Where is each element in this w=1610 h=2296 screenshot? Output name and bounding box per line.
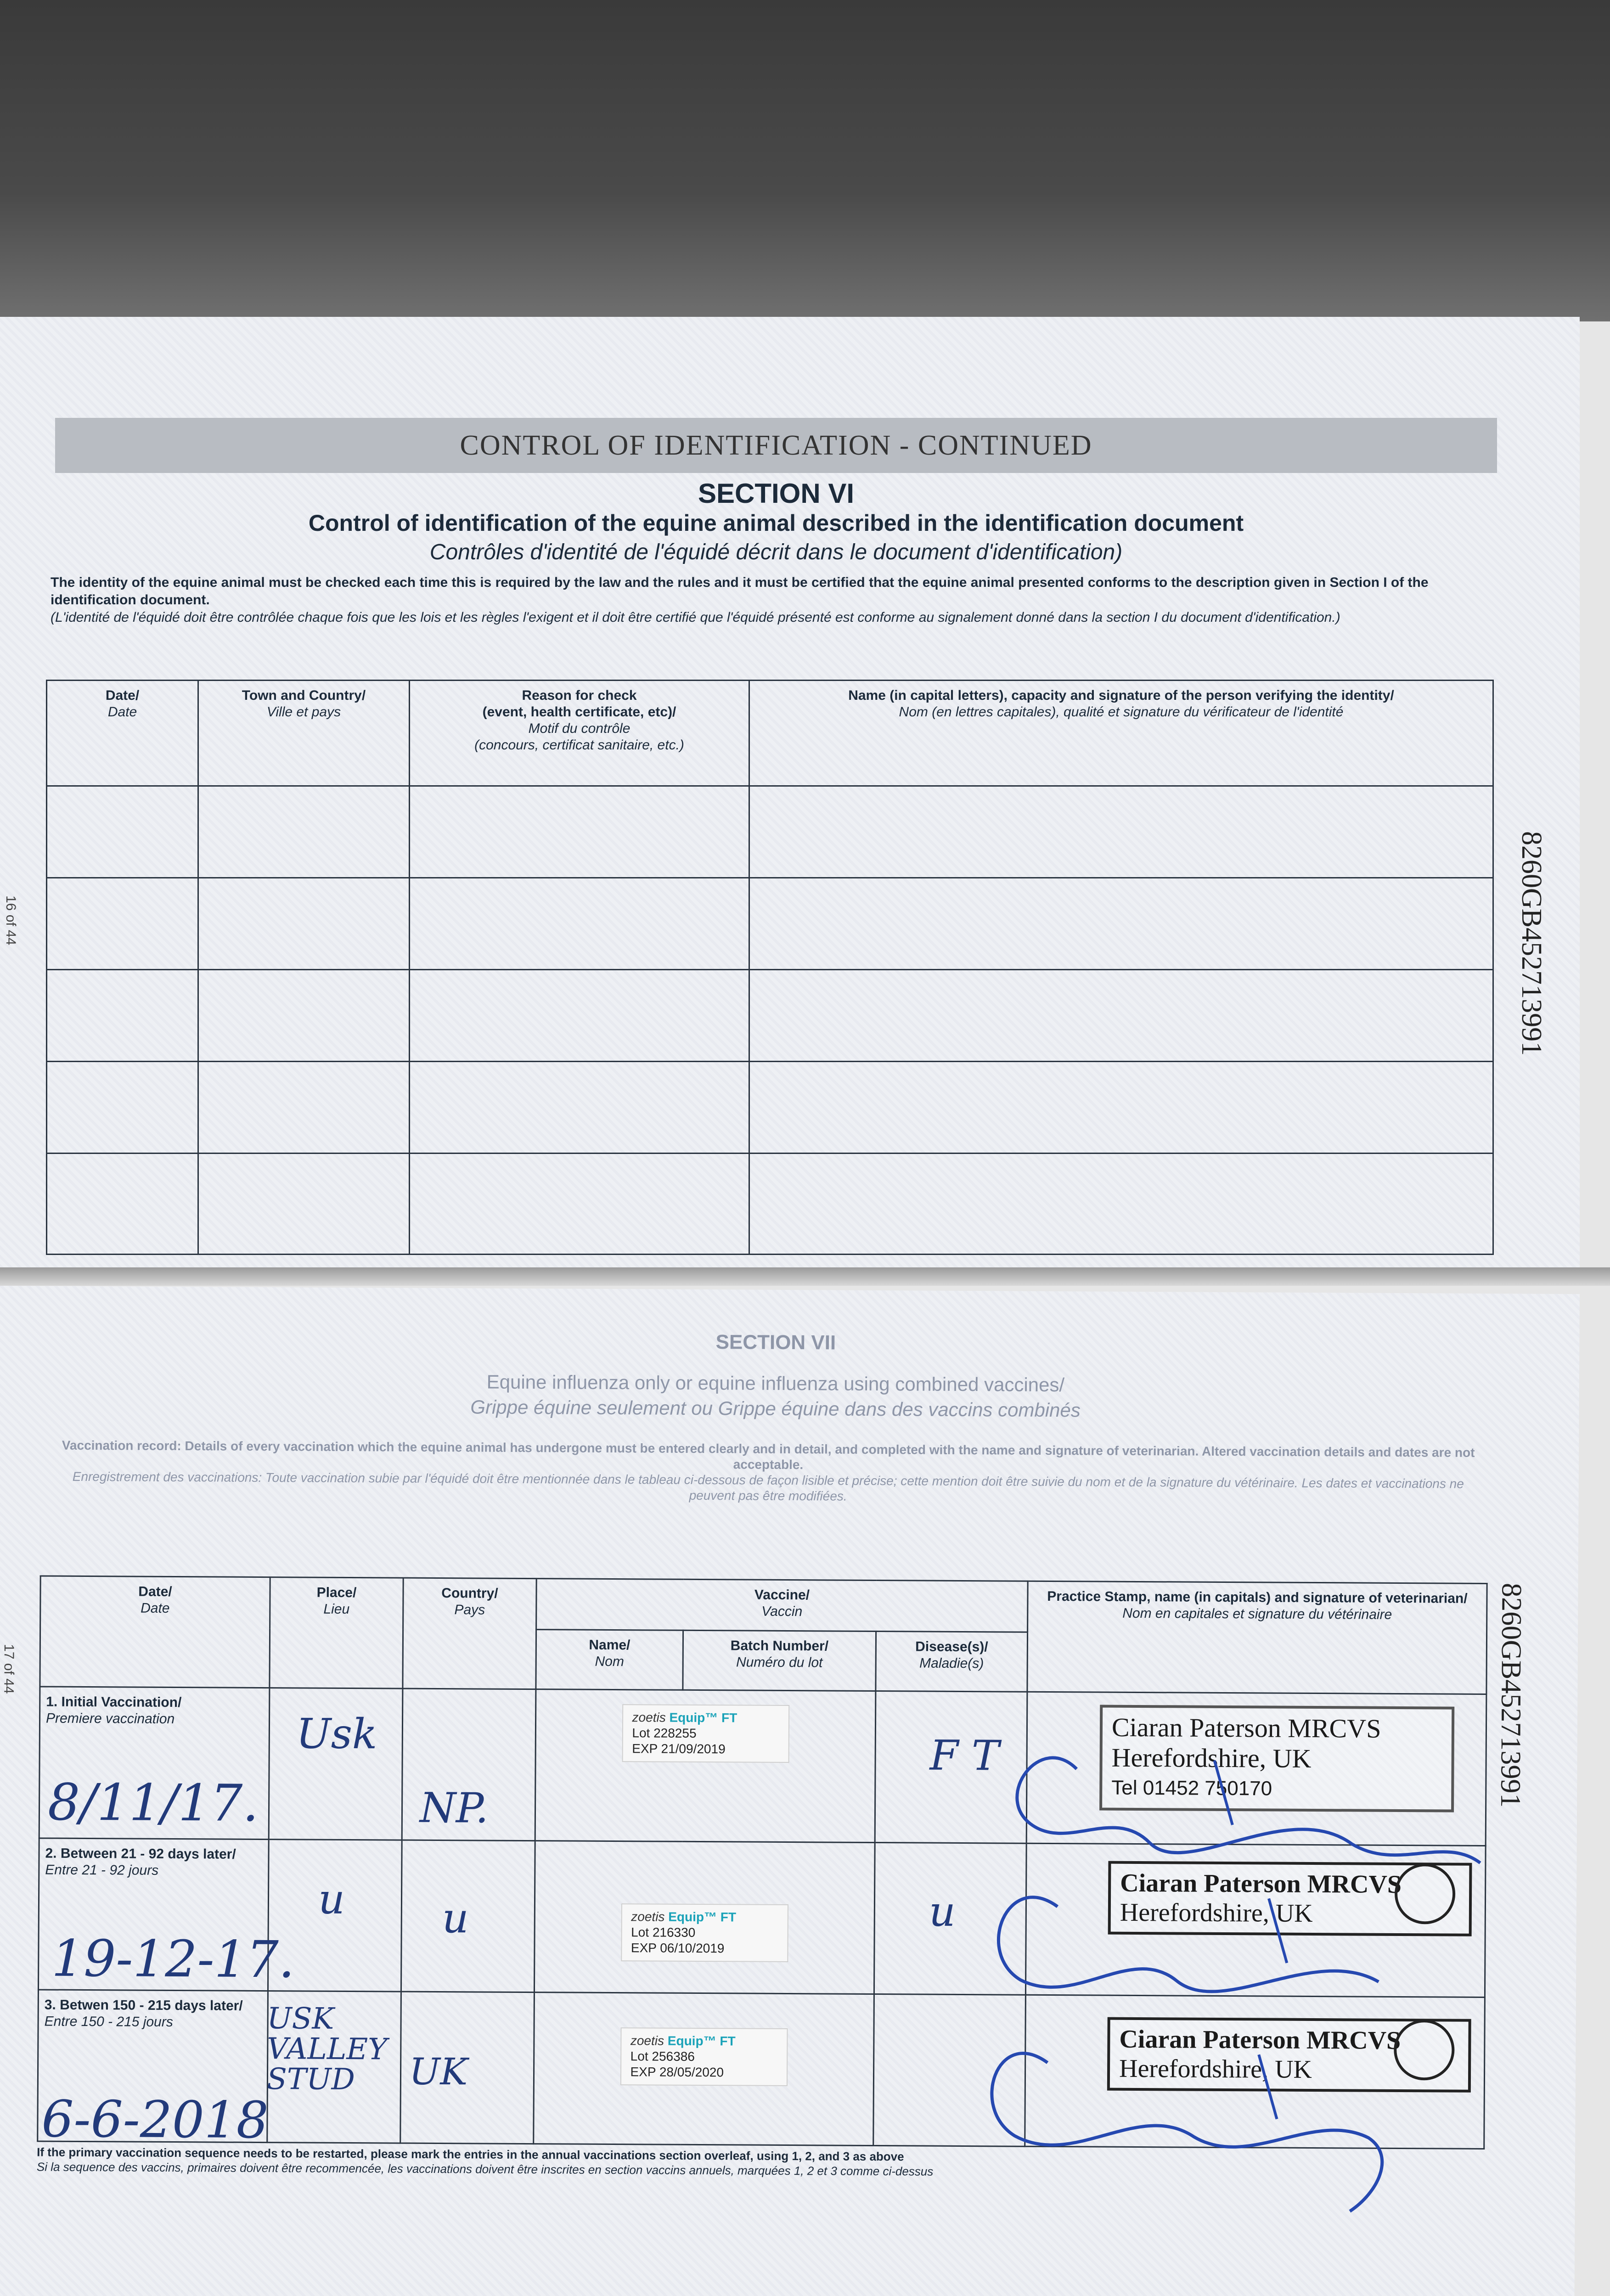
header-vaccine-name: Name/ Nom [536, 1630, 683, 1690]
vaccine-sticker: zoetis Equip™ FT Lot 256386 EXP 28/05/2020 [620, 2027, 788, 2086]
handwritten-country: u [442, 1894, 469, 1943]
section-intro [51, 574, 1488, 626]
practice-stamp: Ciaran Paterson MRCVS Herefordshire, UK [1107, 2017, 1471, 2093]
header-vaccine: Vaccine/ Vaccin [536, 1579, 1028, 1632]
page-number: 16 of 44 [3, 895, 18, 945]
passport-id: 8260GB452713991 [1516, 831, 1547, 1056]
handwritten-country: UK [409, 2050, 468, 2093]
handwritten-date: 19-12-17. [51, 1929, 295, 1989]
section-heading: SECTION VI [698, 478, 855, 509]
handwritten-place: Usk [296, 1710, 377, 1759]
row-label: 1. Initial Vaccination/ Premiere vaccination [39, 1687, 270, 1840]
page-section-7 [0, 1286, 1580, 2296]
intro-text-fr: Enregistrement des vaccinations: Toute vaccination subie par l'équidé doit être mentionnée dans le tableau ci-dessous de façon lisible et précise; cette mention doit être suivie du nom et de la signature du vétérinaire. Les dates et vaccinations ne peuvent pas être modifiées. [72, 1469, 1464, 1503]
section-title-fr: Grippe équine seulement ou Grippe équine dans des vaccins combinés [470, 1396, 1081, 1421]
intro-text-fr: (L'identité de l'équidé doit être contrôlée chaque fois que les lois et les règles l'exigent et il doit être certifié que l'équidé présenté est conforme au signalement donné dans la section I du document d'identification.) [51, 610, 1340, 625]
header-country: Country/ Pays [403, 1578, 536, 1689]
footnote: If the primary vaccination sequence needs to be restarted, please mark the entries in the annual vaccinations section overleaf, using 1, 2, and 3 as above Si la sequence des vaccins, primaires doivent être recommencée, les vaccinations doivent être inscrites en section vaccins annuels, marquées 1, 2 et 3 comme ci-dessus [36, 2145, 934, 2178]
header-batch-number: Batch Number/ Numéro du lot [683, 1630, 876, 1691]
vaccine-label [535, 1689, 876, 1843]
table-header-row [47, 681, 1493, 786]
practice-stamp: Ciaran Paterson MRCVS Herefordshire, UK Tel 01452 750170 [1099, 1705, 1454, 1812]
section-banner: CONTROL OF IDENTIFICATION - CONTINUED [55, 418, 1497, 473]
handwritten-country: NP. [419, 1784, 489, 1833]
identity-check-table [46, 680, 1494, 1255]
vaccine-sticker: zoetis Equip™ FT Lot 216330 EXP 06/10/2019 [621, 1903, 788, 1962]
row-label: 3. Betwen 150 - 215 days later/ Entre 150 - 215 jours [38, 1990, 268, 2143]
page-number: 17 of 44 [1, 1644, 17, 1694]
scan-background [0, 0, 1610, 321]
header-date: Date/ Date [40, 1576, 270, 1688]
practice-stamp: Ciaran Paterson MRCVS Herefordshire, UK [1108, 1861, 1472, 1936]
section-title: Equine influenza only or equine influenza using combined vaccines/ [486, 1371, 1065, 1396]
table-header-row [40, 1576, 1487, 1634]
section-title-fr: Contrôles d'identité de l'équidé décrit dans le document d'identification) [429, 540, 1123, 564]
intro-text-en: Vaccination record: Details of every vaccination which the equine animal has undergone must be entered clearly and in detail, and completed with the name and signature of veterinarian. Altered vaccination details and dates are not acceptable. [62, 1438, 1475, 1472]
table-row [47, 1062, 1493, 1154]
handwritten-disease: u [929, 1887, 956, 1936]
handwritten-disease: F T [929, 1731, 1000, 1780]
table-row [47, 786, 1493, 878]
passport-id: 8260GB452713991 [1495, 1583, 1527, 1808]
table-row [47, 1154, 1493, 1255]
section-title: Control of identification of the equine animal described in the identification document [308, 510, 1244, 536]
header-reason: Reason for check (event, health certificate, etc)/ Motif du contrôle (concours, certificat sanitaire, etc.) [410, 681, 749, 786]
handwritten-place: USK VALLEY STUD [266, 2002, 388, 2097]
header-verifier: Name (in capital letters), capacity and signature of the person verifying the identity/ Nom (en lettres capitales), qualité et signature du vérificateur de l'identité [749, 681, 1493, 786]
header-diseases: Disease(s)/ Maladie(s) [876, 1631, 1028, 1692]
handwritten-date: 6-6-2018 [41, 2089, 269, 2150]
vaccine-label [534, 1841, 875, 1994]
header-practice-stamp: Practice Stamp, name (in capitals) and signature of veterinarian/ Nom en capitales et signature du vétérinaire [1027, 1581, 1487, 1694]
section-intro [50, 1438, 1487, 1508]
header-date: Date/ Date [47, 681, 198, 786]
header-place: Place/ Lieu [270, 1577, 403, 1689]
vaccine-label [534, 1992, 874, 2146]
table-row [47, 970, 1493, 1062]
intro-text-en: The identity of the equine animal must be checked each time this is required by the law and the rules and it must be certified that the equine animal presented conforms to the description given in Section I of the identification document. [51, 575, 1429, 608]
table-row [47, 878, 1493, 970]
page-section-6 [0, 317, 1580, 1267]
header-town-country: Town and Country/ Ville et pays [198, 681, 410, 786]
section-heading: SECTION VII [715, 1331, 836, 1354]
page-fold [0, 1267, 1610, 1286]
handwritten-date: 8/11/17. [47, 1773, 259, 1833]
vaccine-sticker: zoetis Equip™ FT Lot 228255 EXP 21/09/2019 [622, 1704, 789, 1763]
handwritten-place: u [318, 1875, 345, 1924]
row-label: 2. Between 21 - 92 days later/ Entre 21 - 92 jours [38, 1838, 269, 1991]
